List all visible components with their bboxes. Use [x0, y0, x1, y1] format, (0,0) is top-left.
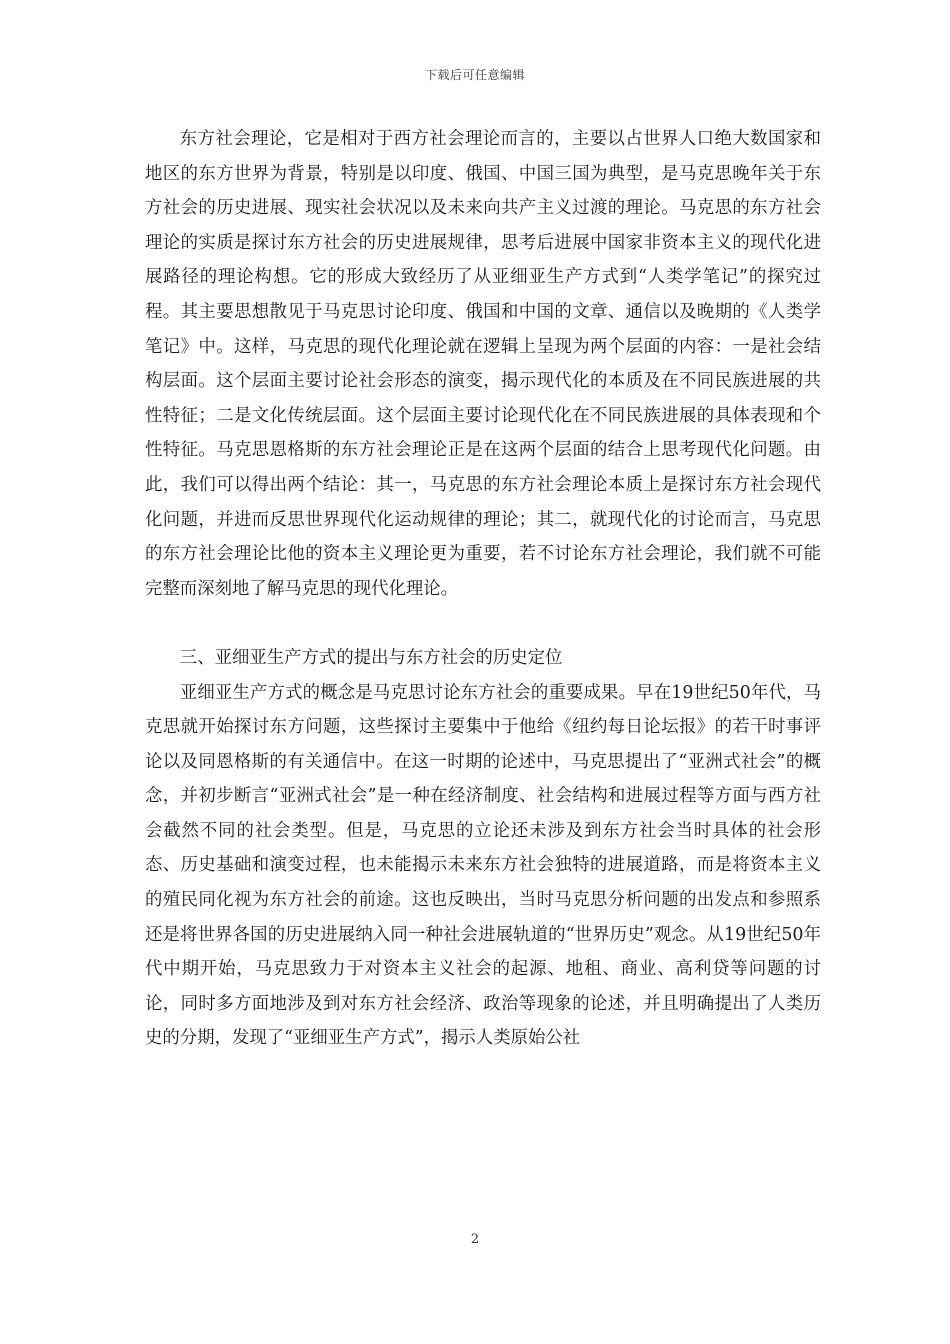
document-body: [145, 122, 821, 1056]
page-number: 2: [470, 1232, 480, 1247]
paragraph-eastern-society-theory: 东方社会理论，它是相对于西方社会理论而言的，主要以占世界人口绝大数国家和地区的东方世界为背景，特别是以印度、俄国、中国三国为典型，是马克思晚年关于东方社会的历史进展、现实社会状况以及未来向共产主义过渡的理论。马克思的东方社会理论的实质是探讨东方社会的历史进展规律，思考后进展中国家非资本主义的现代化进展路径的理论构想。它的形成大致经历了从亚细亚生产方式到“人类学笔记”的探究过程。其主要思想散见于马克思讨论印度、俄国和中国的文章、通信以及晚期的《人类学笔记》中。这样，马克思的现代化理论就在逻辑上呈现为两个层面的内容：一是社会结构层面。这个层面主要讨论社会形态的演变，揭示现代化的本质及在不同民族进展的共性特征；二是文化传统层面。这个层面主要讨论现代化在不同民族进展的具体表现和个性特征。马克思恩格斯的东方社会理论正是在这两个层面的结合上思考现代化问题。由此，我们可以得出两个结论：其一，马克思的东方社会理论本质上是探讨东方社会现代化问题，并进而反思世界现代化运动规律的理论；其二，就现代化的讨论而言，马克思的东方社会理论比他的资本主义理论更为重要，若不讨论东方社会理论，我们就不可能完整而深刻地了解马克思的现代化理论。: [145, 129, 821, 599]
paragraph-asiatic-mode-of-production: 亚细亚生产方式的概念是马克思讨论东方社会的重要成果。早在19世纪50年代，马克思就开始探讨东方问题，这些探讨主要集中于他给《纽约每日论坛报》的若干时事评论以及同恩格斯的有关通信中。在这一时期的论述中，马克思提出了“亚洲式社会”的概念，并初步断言“亚洲式社会”是一种在经济制度、社会结构和进展过程等方面与西方社会截然不同的社会类型。但是，马克思的立论还未涉及到东方社会当时具体的社会形态、历史基础和演变过程，也未能揭示未来东方社会独特的进展道路，而是将资本主义的殖民同化视为东方社会的前途。这也反映出，当时马克思分析问题的出发点和参照系还是将世界各国的历史进展纳入同一种社会进展轨道的“世界历史”观念。从19世纪50年代中期开始，马克思致力于对资本主义社会的起源、地租、商业、高利贷等问题的讨论，同时多方面地涉及到对东方社会经济、政治等现象的论述，并且明确提出了人类历史的分期，发现了“亚细亚生产方式”，揭示人类原始公社: [145, 682, 821, 1049]
page-header: 下载后可任意编辑: [424, 68, 525, 82]
paragraph-spacer: [145, 606, 821, 641]
section-heading: 三、亚细亚生产方式的提出与东方社会的历史定位: [179, 647, 563, 668]
